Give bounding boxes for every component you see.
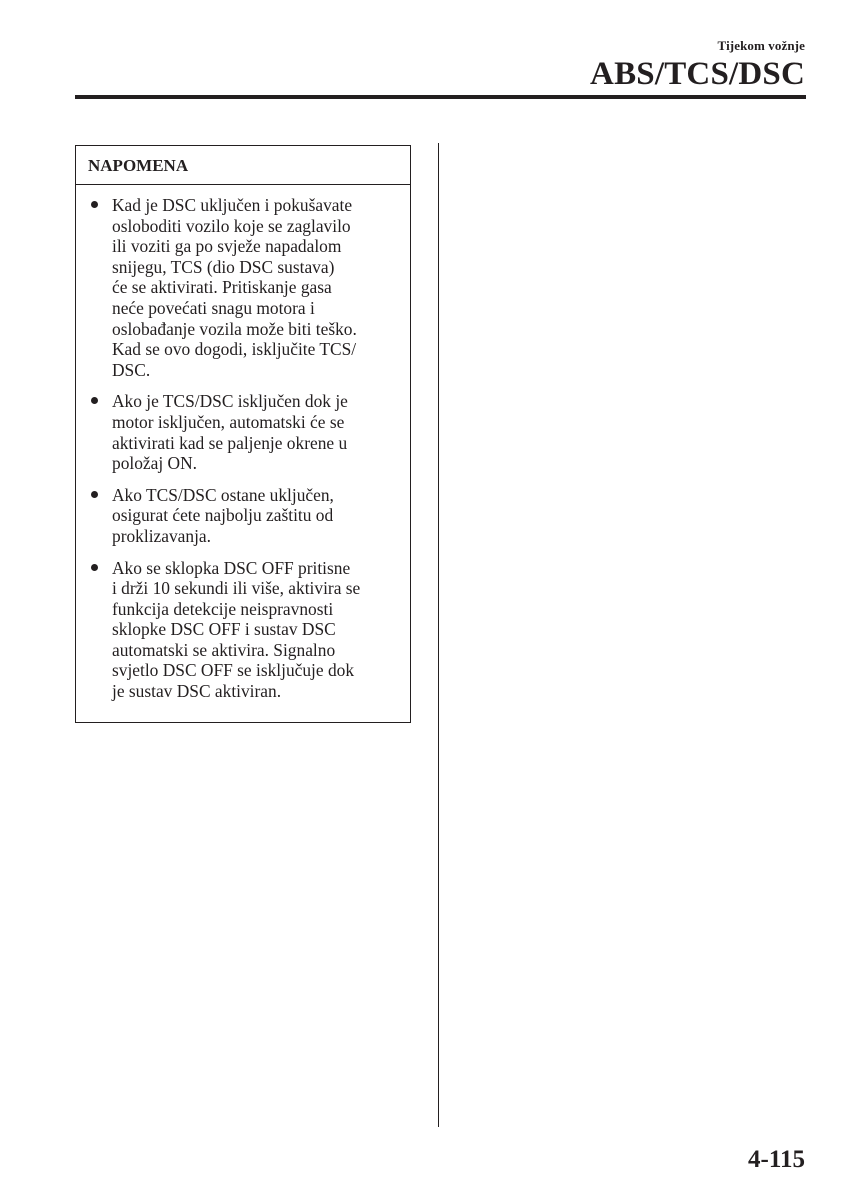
- bullet-icon: [76, 391, 112, 473]
- note-box: [75, 145, 411, 723]
- note-text-line: Kad je DSC uključen i pokušavate: [112, 195, 353, 215]
- bullet-dot-icon: [91, 397, 98, 404]
- note-text-line: Ako TCS/DSC ostane uključen,: [112, 484, 334, 505]
- note-item-text: [112, 558, 410, 702]
- note-text-line: aktivirati kad se paljenje okrene u: [112, 432, 348, 453]
- note-text-line: osigurat ćete najbolju zaštitu od: [112, 505, 334, 526]
- bullet-icon: [76, 558, 112, 702]
- note-list-item: [76, 195, 410, 380]
- title-rule: [75, 95, 806, 99]
- note-text-line: proklizavanja.: [112, 525, 211, 546]
- column-divider: [438, 143, 439, 1127]
- note-text-line: oslobađanje vozila može biti teško.: [112, 318, 357, 339]
- note-text-line: je sustav DSC aktiviran.: [112, 681, 282, 702]
- note-item-text: [112, 485, 410, 547]
- page-title: ABS/TCS/DSC: [590, 56, 805, 92]
- note-text-line: sklopke DSC OFF i sustav DSC: [112, 619, 336, 640]
- note-list: [76, 185, 410, 702]
- note-text-line: osloboditi vozilo koje se zaglavilo: [112, 215, 351, 236]
- note-list-item: [76, 391, 410, 473]
- bullet-icon: [76, 485, 112, 547]
- bullet-icon: [76, 195, 112, 380]
- note-text-line: Ako je TCS/DSC isključen dok je: [112, 391, 348, 412]
- note-text-line: funkcija detekcije neispravnosti: [112, 598, 334, 619]
- note-item-text: [112, 195, 410, 380]
- note-text-line: DSC.: [112, 359, 151, 380]
- bullet-dot-icon: [91, 491, 98, 498]
- note-text-line: svjetlo DSC OFF se isključuje dok: [112, 660, 355, 681]
- note-item-text: [112, 391, 410, 473]
- note-text-line: automatski se aktivira. Signalno: [112, 639, 336, 660]
- note-text-line: Kad se ovo dogodi, isključite TCS/: [112, 339, 357, 360]
- page-number: 4-115: [748, 1146, 805, 1173]
- bullet-dot-icon: [91, 564, 98, 571]
- note-text-line: ili voziti ga po svježe napadalom: [112, 236, 342, 257]
- note-heading: NAPOMENA: [76, 146, 410, 185]
- section-label: Tijekom vožnje: [717, 38, 805, 53]
- note-text-line: snijegu, TCS (dio DSC sustava): [112, 256, 335, 277]
- note-text-line: Ako se sklopka DSC OFF pritisne: [112, 557, 351, 578]
- note-text-line: će se aktivirati. Pritiskanje gasa: [112, 277, 332, 298]
- note-text-line: neće povećati snagu motora i: [112, 297, 315, 318]
- note-text-line: motor isključen, automatski će se: [112, 411, 345, 432]
- note-list-item: [76, 558, 410, 702]
- note-text-line: položaj ON.: [112, 453, 198, 474]
- note-list-item: [76, 485, 410, 547]
- bullet-dot-icon: [91, 201, 98, 208]
- note-text-line: i drži 10 sekundi ili više, aktivira se: [112, 578, 361, 599]
